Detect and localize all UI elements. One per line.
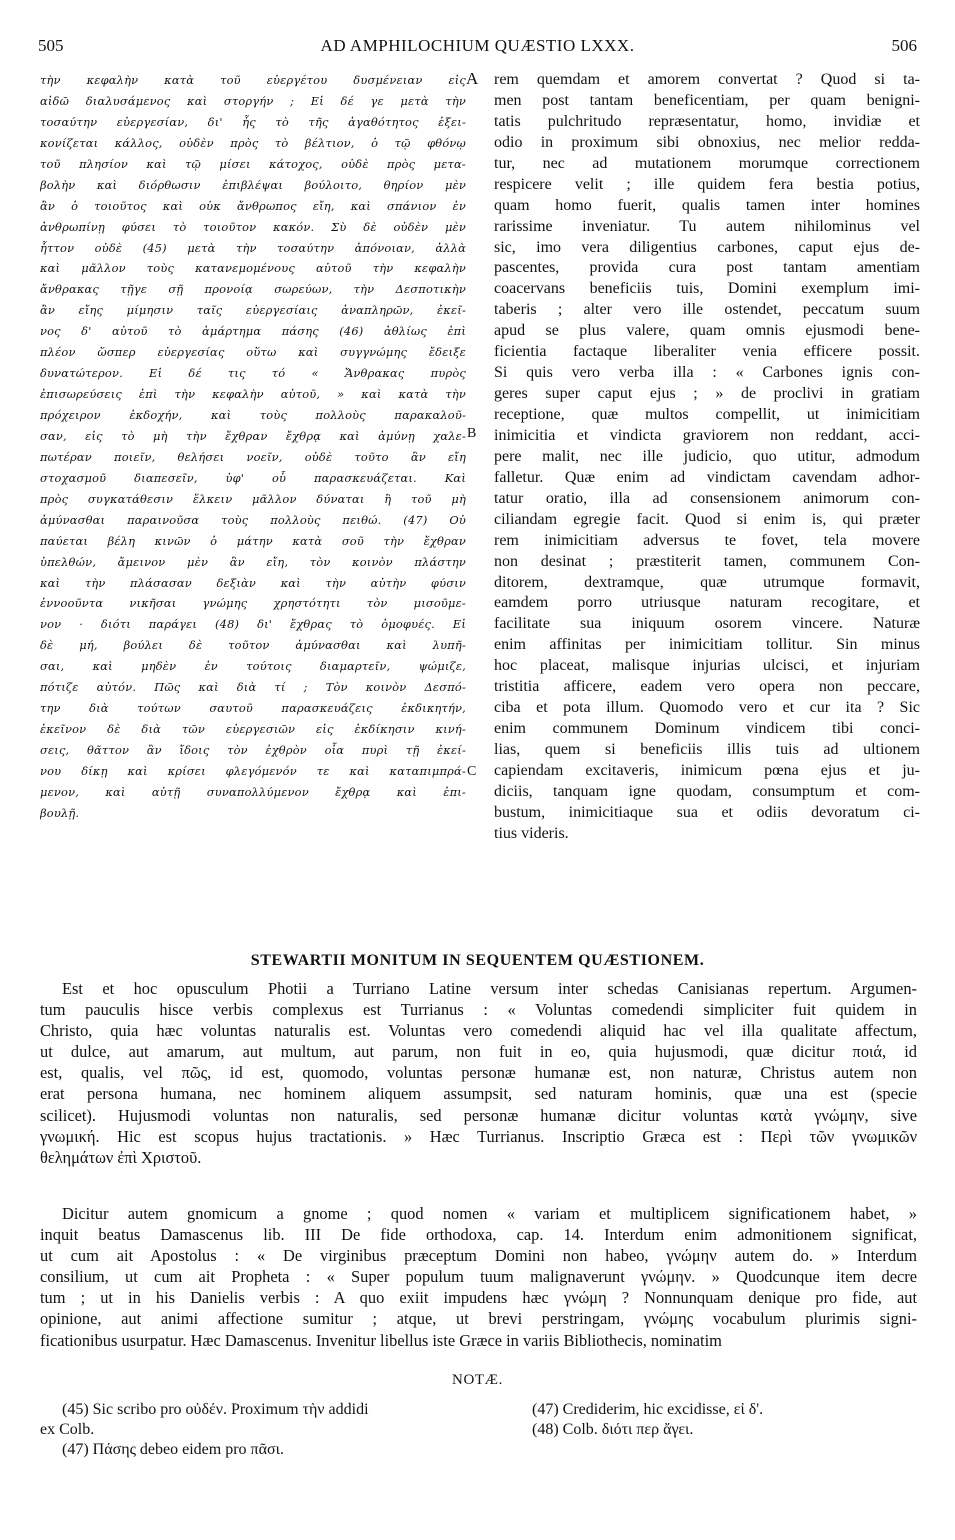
latin-text-line: non desinat ; præstiterit tamen, communem Con- [494,552,920,570]
latin-text-line: coacervans beneficiis tuis, Domini exemplum imi- [494,280,920,298]
monitum-text-line: opinione, aut animi affectione sumitur ; atque, ut brevi perstringam, γνώμης vocabulum plurimis signi- [40,1309,917,1329]
latin-text-line: pascentes, provida cura post tantam amentiam [494,259,920,277]
latin-text-line: rarissime inveniatur. Tu autem nihilominus vel [494,217,920,235]
running-title: AD AMPHILOCHIUM QUÆSTIO LXXX. [320,36,635,55]
greek-text-line: καὶ τὴν πλάσασαν δεξιὰν καὶ τὴν αὐτὴν φύσιν [40,575,466,590]
footnote-line: (48) Colb. διότι περ ἄγει. [532,1421,694,1438]
footnote-line: (45) Sic scribo pro οὐδέν. Proximum τὴν addidi [62,1401,369,1418]
monitum-text-line: γνωμική. Hic est scopus hujus tractationis. » Hæc Turrianus. Inscriptio Græca est : Περὶ τῶν γνωμικῶν [40,1126,917,1146]
latin-text-line: enim affinitas per inimicitiam tollitur. Sin minus [494,636,920,654]
greek-text-line: κονίζεται κάλλος, οὐδὲν πρὸς τὸ βέλτιον, ὁ τῷ φθόνῳ [40,135,466,150]
monitum-paragraph-2 [40,1203,917,1351]
monitum-paragraph-1 [40,978,917,1168]
monitum-text-line: tum ; ut in his Danielis verbis : A quo exiit impudens hæc γνώμη ? Nonnunquam denique pro fide, aut [40,1288,917,1308]
greek-text-line: πρὸς συγκατάθεσιν ἕλκειν μᾶλλον δύναται ἢ τοῦ μὴ [40,491,466,506]
greek-text-line: νος δ' αὐτοῦ τὸ ἁμάρτημα πάσης (46) ἀθλίως ἐπὶ [40,324,466,339]
greek-text-line: δὲ μή, βούλει δὲ τοῦτον ἀμύνασθαι καὶ λυπῆ- [40,638,466,653]
footnote-line: ex Colb. [40,1421,95,1438]
latin-text-line: falletur. Quæ enim ad vindictam cavendam adhor- [494,468,920,486]
latin-text-line: tatis pulchritudo repræsentatur, homo, invidiæ et [494,112,920,130]
greek-text-line: σαι, καὶ μηδὲν ἐν τούτοις διαμαρτεῖν, ψώμιζε, [40,659,466,674]
greek-text-line: σεις, θᾶττον ἂν ἴδοις τὸν ἐχθρὸν οἷα πυρὶ τῇ ἐκεί- [40,743,466,757]
latin-text-line: tatur oratio, illa ad consensionem animorum con- [494,489,920,507]
greek-text-line: αἰδῶ διαλυσάμενος καὶ στοργήν ; Εἰ δέ γε μετὰ τὴν [40,93,466,108]
latin-text-line: lias, quem si beneficiis illis tuis ad ultionem [494,741,920,758]
greek-text-line: βολὴν καὶ διόρθωσιν ἐπιβλέψαι βούλοιτο, θηρίον μὲν [40,177,466,192]
greek-text-line: βουλῇ. [40,805,80,820]
greek-text-line: ἄνθρακας τῇγε σῇ προνοίᾳ σωρεύων, τὴν Δεσποτικὴν [40,282,466,297]
latin-text-line: ciba et pota illum. Quomodo vero et cur ita ? Sic [494,699,920,717]
latin-text-line: diciis, tanquam igne quodam, consumptum et com- [494,782,920,800]
latin-text-line: quam homo fuerit, qualis tamen inter homines [494,196,920,214]
latin-text-line: men post tantam beneficentiam, per quam benigni- [494,91,920,109]
monitum-text-line: consilium, ut cum ait Propheta : « Super populum tuum malignaverunt γνώμην. » Quodcunque item decre [40,1267,917,1287]
latin-text-line: rem quemdam et amorem convertat ? Quod si ta- [494,71,920,88]
greek-text-line: δυνατώτερον. Εἰ δέ τις τό « Ἄνθρακας πυρὸς [40,366,466,381]
page-number-right: 506 [891,36,917,55]
greek-text-line: ἂν ὁ τοιοῦτος καὶ οὐκ ἄνθρωπος εἴη, καὶ σπάνιον ἐν [40,198,466,213]
page-number-left: 505 [38,36,64,55]
greek-text-line: παύεται βέλη κινῶν ὁ μάτην κατὰ σοῦ τὴν ἔχθραν [40,533,466,548]
greek-text-line: τοῦ πλησίον καὶ τῷ μίσει κάτοχος, οὐδὲ πρὸς μετα- [40,156,466,171]
greek-text-line: νου δίκῃ καὶ κρίσει φλεγόμενόν τε καὶ καταπιμπρά- [40,763,466,778]
latin-text-line: pere malit, nec ille judicio, quo utitur, admodum [494,447,920,465]
greek-text-line: ἀμύνασθαι παραινοῦσα τοὺς πολλοὺς πειθώ. (47) Οὐ [40,512,466,527]
latin-text-line: facilitate sua iniquum osorem vincere. Naturæ [494,615,920,633]
latin-text-line: hoc placeat, malisque injurias ulcisci, et injuriam [494,657,920,675]
greek-text-line: μενον, καὶ αὐτῇ συναπολλύμενον ἔχθρᾳ καὶ ἐπι- [40,784,466,799]
monitum-text-line: erat persona humana, nec hominem aliquem assumpsit, sed naturam hominis, quæ una est (specie [40,1084,917,1104]
latin-text-line: apud se plus valere, quam omnis ejusmodi bene- [494,322,920,340]
margin-marker-c: C [467,764,477,779]
greek-text-line: στοχασμοῦ διαπεσεῖν, ὑφ' οὗ παρασκευάζεται. Καὶ [40,470,466,485]
greek-text-line: καὶ μᾶλλον τοὺς κατανεμομένους αὐτοῦ τὴν κεφαλὴν [40,261,466,276]
latin-text-line: taberis ; alter vero ille ostendet, peccatum suum [494,301,920,319]
monitum-text-line: Est et hoc opusculum Photii a Turriano Latine versum inter schedas Canisianas repertum. Argumen- [62,979,917,998]
greek-text-line: ἀνθρωπίνῃ φύσει τὸ τοιοῦτον κακόν. Σὺ δὲ οὐδὲν μὲν [40,219,466,234]
greek-text-line: ἐπισωρεύσεις ἐπὶ τὴν κεφαλὴν αὐτοῦ, » καὶ κατὰ τὴν [40,387,466,402]
section-title: STEWARTII MONITUM IN SEQUENTEM QUÆSTIONEM. [250,952,705,969]
greek-text-line: πρόχειρον ἐκδοχήν, καὶ τοὺς πολλοὺς παρακαλοῦ- [40,408,466,422]
notes-right [510,1400,920,1440]
latin-text-line: inimicitia et vindicta graviorem non reddant, acci- [494,426,920,444]
latin-text-line: rem inimicitiam adversus te fovet, tela movere [494,531,920,549]
monitum-text-line: Christo, quia hæc voluntas naturalis est. Voluntas vero comedendi aliquid hac vel illa qualitate affectum, [40,1021,917,1041]
latin-text-line: enim communem Dominum vindicem tibi conci- [494,720,920,738]
latin-column [494,70,920,845]
latin-text-line: tius videris. [494,824,569,842]
latin-text-line: ciliandam egregie facit. Quod si enim is, qui præter [494,510,920,528]
notes-title: NOTÆ. [452,1372,503,1388]
monitum-text-line: ut cum ait Apostolus : « De virginibus præceptum Domini non habeo, γνώμην autem do. » Interdum [40,1246,917,1266]
greek-text-line: τὴν κεφαλὴν κατὰ τοῦ εὐεργέτου δυσμένειαν εἰς [40,73,466,87]
monitum-text-line: tum pauculis hisce verbis complexus est Turrianus : « Voluntas comedendi simpliciter fuit quidem in [40,1000,917,1020]
latin-text-line: odio in proximum sibi obnoxius, nec melior redda- [494,133,920,151]
greek-text-line: τοσαύτην εὐεργεσίαν, δι' ἧς τὸ τῆς ἀγαθότητος ἐξει- [40,114,466,129]
greek-text-line: πότιζε αὐτόν. Πῶς καὶ διὰ τί ; Τὸν κοινὸν Δεσπό- [40,680,466,695]
greek-text-line: νον · διότι παράγει (48) δι' ἔχθρας τὸ ὁμοφυές. Εἰ [40,617,466,632]
latin-text-line: bustum, inimicitiaque sua et odiis devoratum ci- [494,803,920,821]
footnote-line: (47) Crediderim, hic excidisse, εἰ δ'. [532,1401,764,1418]
latin-text-line: ficientia factaque liberaliter venia efficere possit. [494,343,920,361]
latin-text-line: geres super caput ejus ; » de proclivi in gratiam [494,385,920,403]
greek-text-line: ἐννοοῦντα νικῆσαι γνώμης χρηστότητι τὸν μισοῦμε- [40,596,466,611]
margin-marker-a: A [466,69,479,88]
latin-text-line: receptione, quæ multos compellit, ut inimicitiam [494,406,920,423]
monitum-text-line: ficationibus usurpatur. Hæc Damascenus. Invenitur libellus iste Græce in variis Bibliothecis, nominatim [40,1330,722,1350]
greek-text-line: ὑπελθών, ἄμεινον μὲν ἂν εἴη, τὸν κοινὸν πλάστην [40,554,466,569]
latin-text-line: eamdem porro utriusque naturam recogitare, et [494,594,920,612]
greek-column [40,70,466,824]
greek-text-line: πωτέραν ποιεῖν, θελήσει νοεῖν, οὐδὲ τοῦτο ἂν εἴη [40,449,466,464]
greek-text-line: την διὰ τούτων σαυτοῦ παρασκευάζεις ἐκδικητήν, [40,701,466,716]
monitum-text-line: ut dulce, aut amarum, aut multum, aut parum, non fuit in eo, quia hujusmodi, quæ dicitur ποιά, id [40,1042,917,1062]
latin-text-line: ditorem, dextramque, quæ utrumque formavit, [494,573,920,591]
monitum-text-line: Dicitur autem gnomicum a gnome ; quod nomen « variam et multiplicem significationem habet, » [62,1204,917,1223]
greek-text-line: πλέον ὥσπερ εὐεργεσίας οὕτω καὶ συγγνώμης ἔδειξε [40,345,466,360]
page-header [38,36,917,60]
latin-text-line: tristitia afficere, eadem vero opera non peccare, [494,678,920,696]
greek-text-line: ἂν εἴης μίμησιν ταῖς εὐεργεσίαις ἀναπληρῶν, ἐκεῖ- [40,303,466,318]
latin-text-line: sic, imo vera diligentius carbones, caput ejus de- [494,238,920,256]
monitum-text-line: est, qualis, vel πῶς, id est, quomodo, voluntas personæ humanæ est, non naturæ, Christus autem non [40,1063,917,1083]
monitum-text-line: scilicet). Hujusmodi voluntas non naturalis, sed personæ humanæ dicitur voluntas κατὰ γνώμην, sive [40,1105,917,1125]
greek-text-line: ἐκεῖνον δὲ διὰ τῶν εὐεργεσιῶν εἰς ἐκδίκησιν κινή- [40,722,466,737]
margin-marker-b: B [467,426,477,441]
monitum-text-line: θελημάτων ἐπὶ Χριστοῦ. [40,1147,202,1167]
notes-left [40,1400,470,1460]
footnote-line: (47) Πάσης debeo eidem pro πᾶσι. [62,1441,284,1458]
greek-text-line: ἧττον οὐδὲ (45) μετὰ τὴν τοσαύτην ἀπόνοιαν, ἀλλὰ [40,240,466,255]
latin-text-line: tur, nec ad mutationem morumque correctionem [494,154,920,172]
latin-text-line: capiendam excitaveris, inimicum pœna ejus et ju- [494,761,920,779]
monitum-text-line: inquit beatus Damascenus lib. III De fide orthodoxa, cap. 14. Interdum enim admonitionem significat, [40,1225,917,1245]
latin-text-line: Si quis vero verba illa : « Carbones ignis con- [494,364,920,382]
latin-text-line: respicere velit ; ille quidem fera bestia potius, [494,175,920,193]
greek-text-line: σαν, εἰς τὸ μὴ τὴν ἔχθραν ἔχθρᾳ καὶ ἀμύνῃ χαλε- [40,428,466,443]
